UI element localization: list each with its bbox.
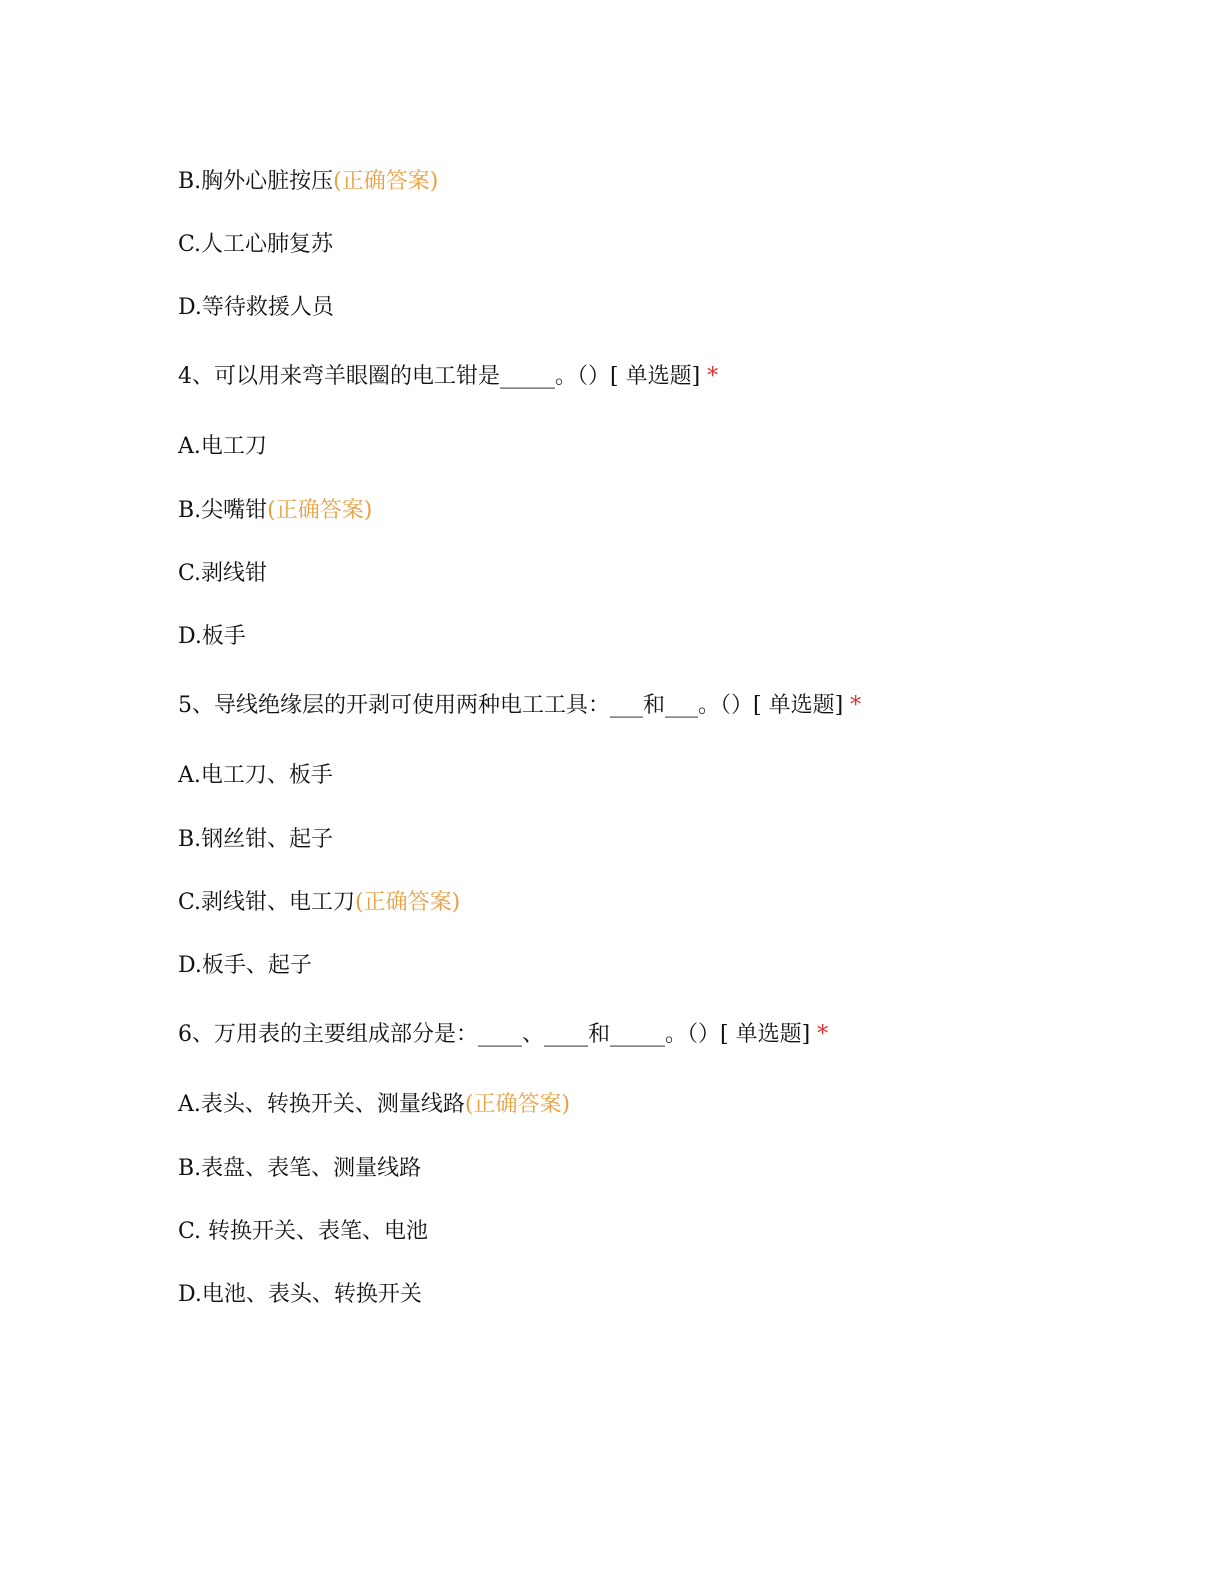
required-asterisk: * [817,1022,829,1047]
option-text: C.剥线钳、电工刀 [178,890,356,915]
option-text: D.电池、表头、转换开关 [178,1282,422,1307]
q5-option-d [178,951,312,981]
q5-option-b [178,825,333,855]
option-text: C.剥线钳 [178,561,268,586]
q5-option-c [178,888,460,918]
q4-option-c [178,559,267,589]
option-text: B.钢丝钳、起子 [178,827,334,852]
option-text: B.尖嘴钳 [178,498,268,523]
q5-option-a [178,761,333,791]
q6-option-d [178,1280,422,1310]
q4-option-d [178,622,246,652]
q6-option-c [178,1217,428,1247]
option-text: A.电工刀、板手 [178,763,333,788]
option-text: D.板手 [178,624,246,649]
option-text: D.板手、起子 [178,953,312,978]
question-text: 5、导线绝缘层的开剥可使用两种电工工具：___和___。（）[ 单选题] [178,693,844,718]
q6-option-a [178,1090,570,1120]
question-6-title [178,1020,828,1050]
question-text: 4、可以用来弯羊眼圈的电工钳是_____。（）[ 单选题] [178,364,701,389]
option-text: C. 转换开关、表笔、电池 [178,1219,429,1244]
q3-option-c [178,230,333,260]
option-text: D.等待救援人员 [178,295,334,320]
question-5-title [178,691,861,721]
question-4-title [178,362,718,392]
q4-option-a [178,432,267,462]
correct-answer-tag: (正确答案) [464,1092,571,1117]
required-asterisk: * [850,693,862,718]
option-text: A.表头、转换开关、测量线路 [178,1092,465,1117]
option-text: B.表盘、表笔、测量线路 [178,1156,422,1181]
q3-option-d [178,293,334,323]
q4-option-b [178,496,372,526]
question-text: 6、万用表的主要组成部分是：____、____和_____。（）[ 单选题] [178,1022,811,1047]
correct-answer-tag: (正确答案) [333,169,439,194]
option-text: B.胸外心脏按压 [178,169,334,194]
q6-option-b [178,1154,421,1184]
correct-answer-tag: (正确答案) [355,890,461,915]
correct-answer-tag: (正确答案) [267,498,373,523]
required-asterisk: * [707,364,719,389]
option-text: C.人工心肺复苏 [178,232,334,257]
option-text: A.电工刀 [178,434,267,459]
q3-option-b [178,167,438,197]
